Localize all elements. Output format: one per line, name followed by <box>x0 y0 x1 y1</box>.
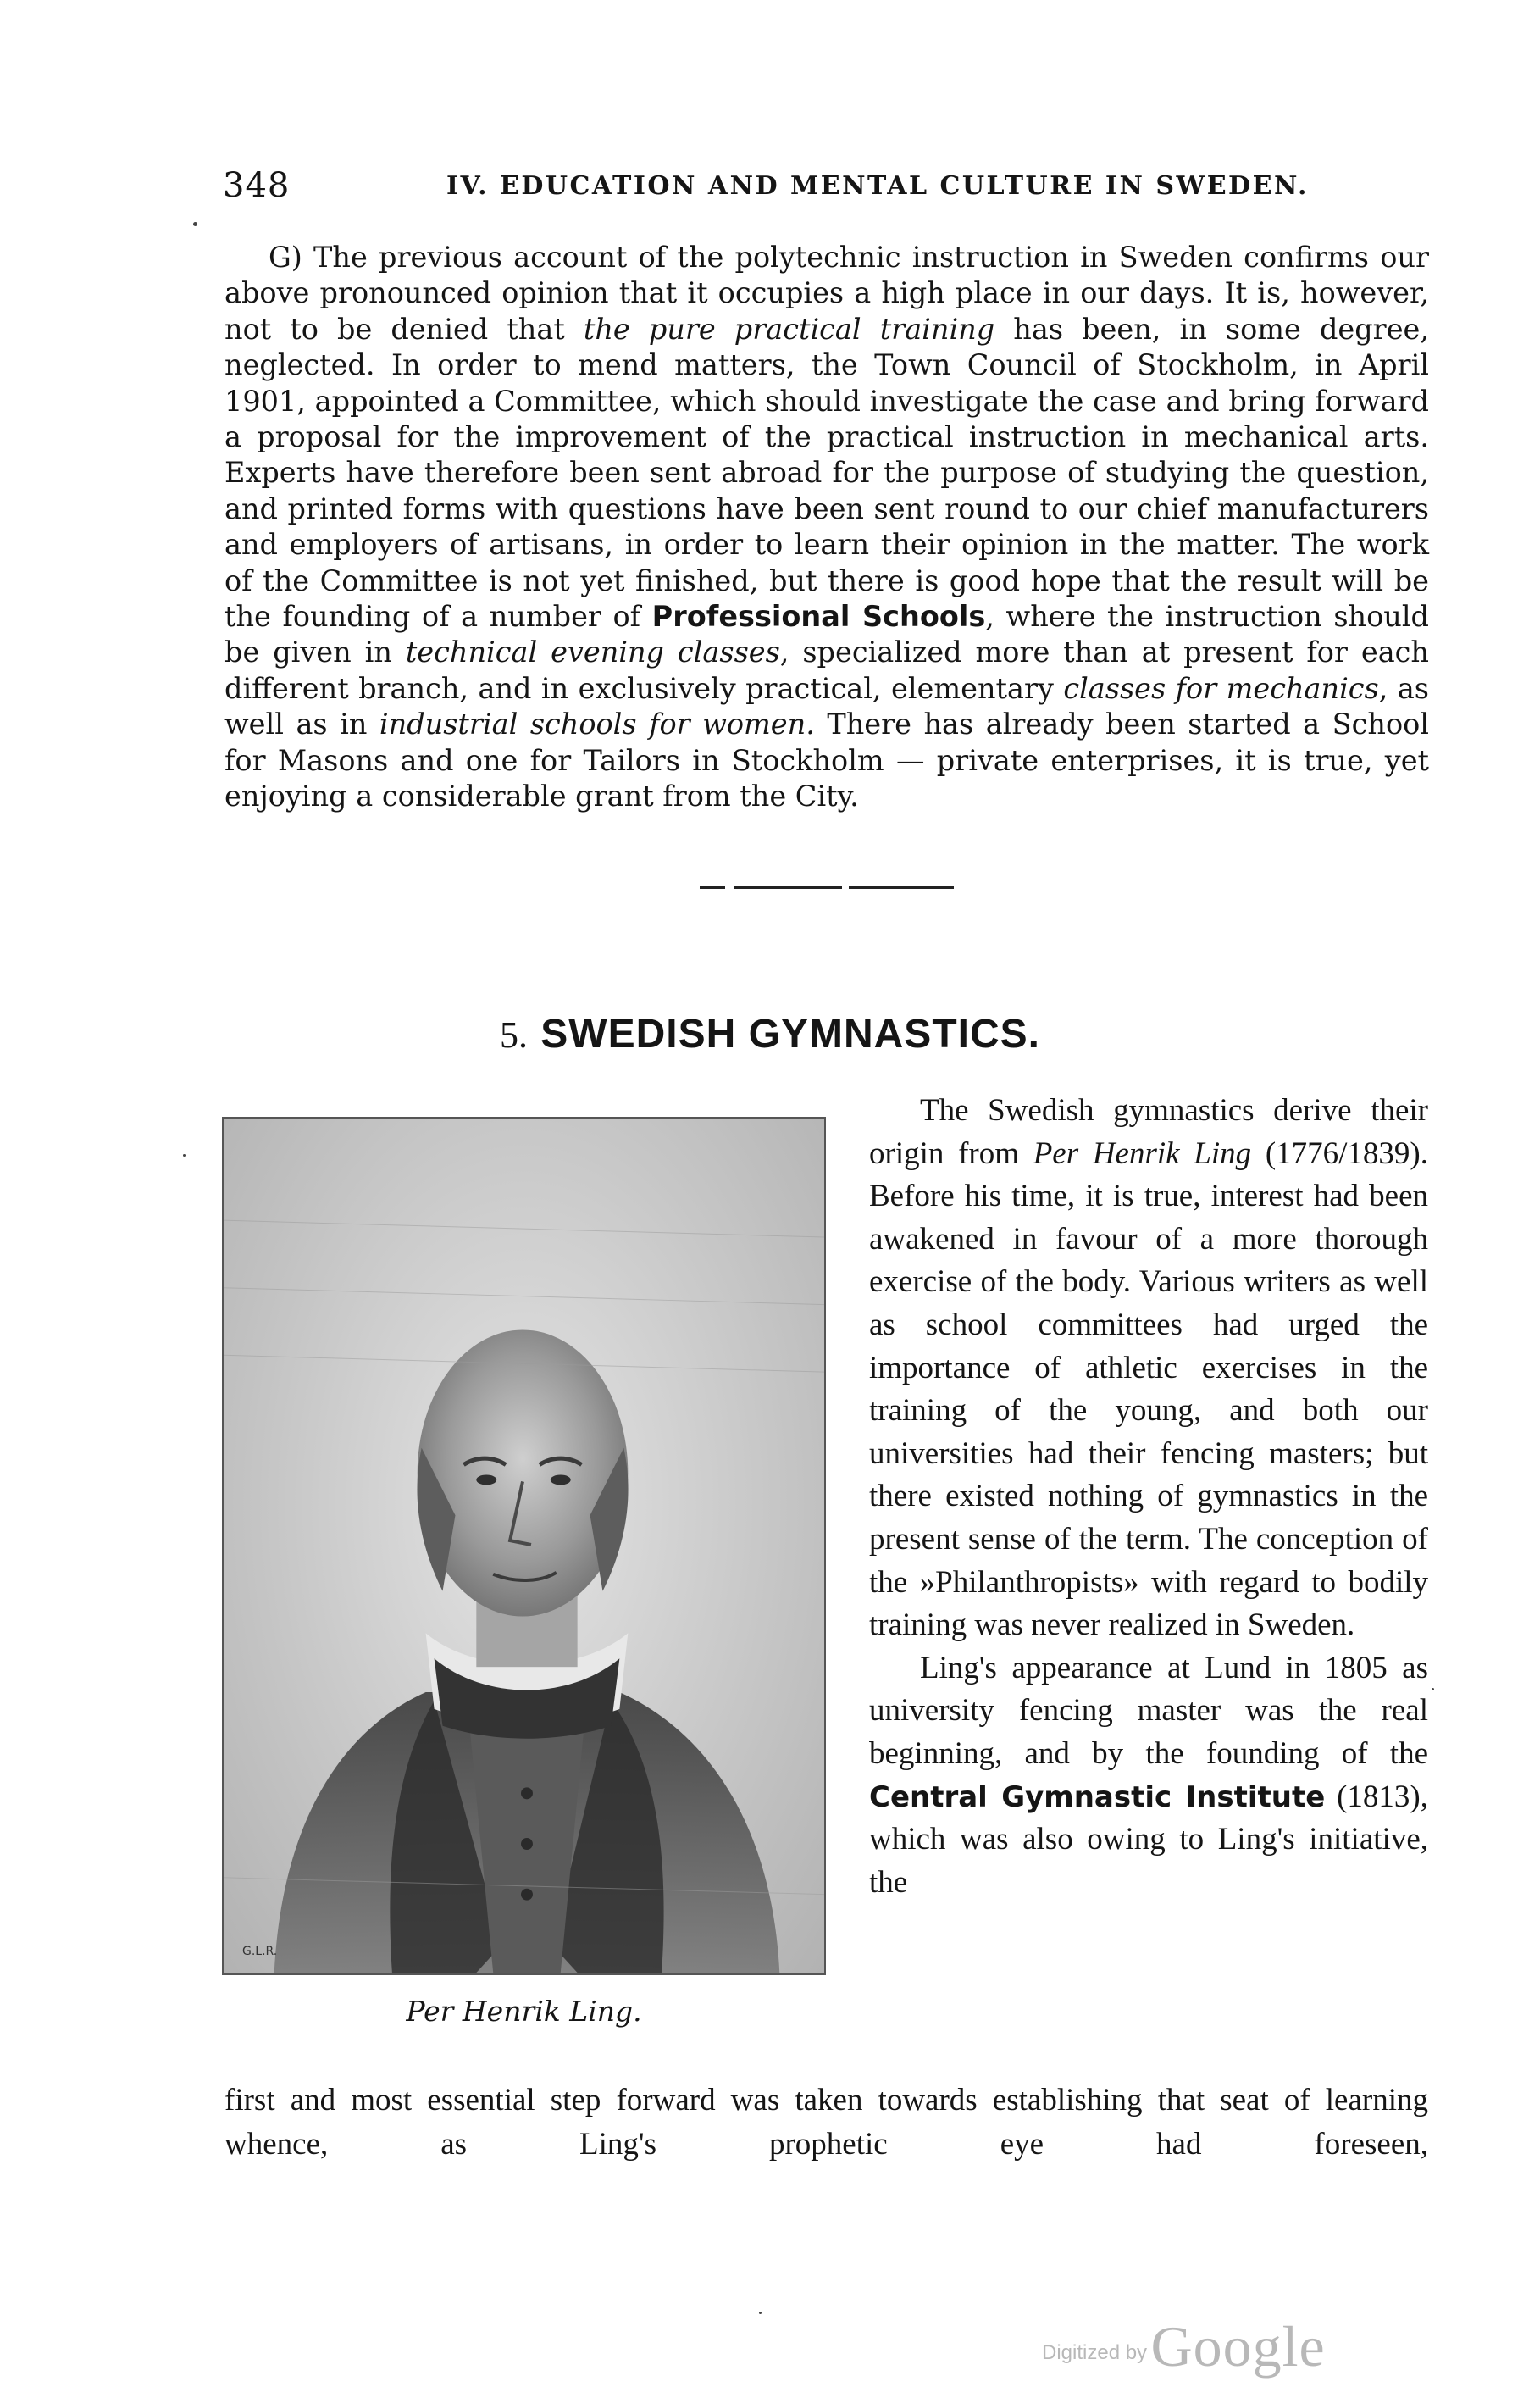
running-head <box>223 166 1426 205</box>
running-title: IV. EDUCATION AND MENTAL CULTURE IN SWEDEN. <box>446 171 1309 201</box>
text-run: (1776/1839). Before his time, it is true, interest had been awakened in favour of a more thorough exercise of the body. Various writers as well as school committees had urged the importance of athletic exercises in the training of the young, and both our universities had their fencing masters; but there existed nothing of gymnastics in the present sense of the term. The conception of the »Philanthropists» with regard to bodily training was never realized in Sweden. <box>869 1135 1428 1643</box>
text-run: , as well as in <box>224 671 1429 741</box>
gymnastics-column <box>869 1090 1428 1904</box>
page-number: 348 <box>223 166 291 205</box>
italic-run: technical evening classes <box>405 636 780 669</box>
section-heading <box>0 1010 1540 1057</box>
italic-run: classes for mechanics <box>1063 671 1379 705</box>
watermark-prefix: Digitized by <box>1042 2341 1148 2364</box>
continuation-text: first and most essential step forward was taken towards establishing that seat of learning whence, as Ling's prophetic eye had foreseen, <box>224 2083 1428 2162</box>
text-run: There has already been started a School for Masons and one for Tailors in Stockholm — private enterprises, it is true, yet enjoying a considerable grant from the City. <box>224 708 1429 813</box>
portrait-illustration <box>224 1119 824 1973</box>
print-speck <box>759 2312 762 2314</box>
text-run: , specialized more than at present for each different branch, and in exclusively practical, elementary <box>224 636 1430 705</box>
digitization-watermark <box>1042 2313 1326 2380</box>
text-run: G) The previous account of the polytechnic instruction in Sweden confirms our above pronounced opinion that it occupies a high place in our days. It is, however, not to be denied that <box>224 241 1429 346</box>
portrait-caption: Per Henrik Ling. <box>406 1995 642 2028</box>
section-number: 5. <box>500 1014 529 1056</box>
italic-run: industrial schools for women. <box>379 708 815 741</box>
italic-run: Per Henrik Ling <box>1033 1135 1252 1171</box>
section-title: SWEDISH GYMNASTICS. <box>540 1012 1040 1057</box>
bold-run: Central Gymnastic Institute <box>869 1779 1326 1814</box>
bold-run: Professional Schools <box>651 600 986 634</box>
section-g-paragraph <box>224 240 1429 815</box>
paragraph-ling-lund <box>869 1647 1428 1905</box>
section-divider-mid <box>734 886 842 889</box>
print-speck <box>193 222 197 226</box>
text-run: , where the instruction should be given in <box>224 600 1429 669</box>
text-run: has been, in some degree, neglected. In order to mend matters, the Town Council of Stockholm, in April 1901, appointed a Committee, which should investigate the case and bring forward a proposal for the improvement of the practical instruction in mechanical arts. Experts have therefore been sent abroad for the purpose of studying the question, and printed forms with questions have been sent round to our chief manufacturers and employers of artisans, in order to learn their opinion in the matter. The work of the Committee is not yet finished, but there is good hope that the result will be the founding of a number of <box>224 312 1429 634</box>
paragraph-ling-origin <box>869 1090 1428 1647</box>
engraver-mark: G.L.R. <box>242 1945 278 1958</box>
text-run: Ling's appearance at Lund in 1805 as university fencing master was the real beginning, and by the founding of the <box>869 1650 1428 1771</box>
section-divider-right <box>849 886 954 889</box>
portrait-engraving <box>222 1117 826 1975</box>
italic-run: the pure practical training <box>583 312 995 346</box>
google-logo: Google <box>1150 2314 1326 2379</box>
text-run: (1813), which was also owing to Ling's initiative, the <box>869 1779 1428 1900</box>
text-run: The Swedish gymnastics derive their origin from <box>869 1093 1428 1171</box>
section-divider-left <box>700 886 725 889</box>
print-speck <box>1432 1688 1434 1690</box>
print-speck <box>183 1154 186 1157</box>
